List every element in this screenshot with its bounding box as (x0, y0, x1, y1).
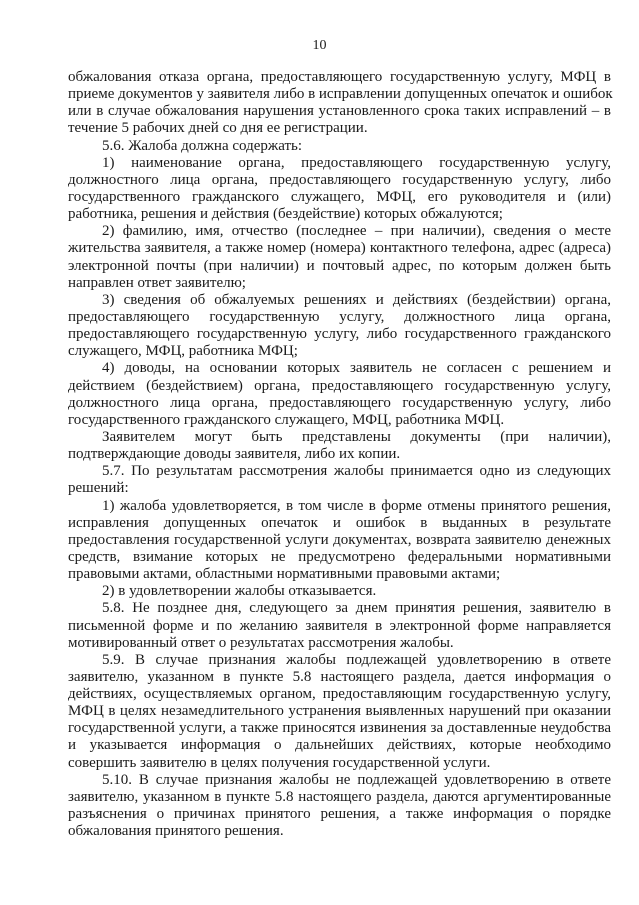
text-line: 5.10. В случае признания жалобы не подлежащей удовлетворению в ответе (102, 771, 611, 788)
text-line: 5.6. Жалоба должна содержать: (102, 137, 303, 154)
text-line: предоставляющего государственную услугу, либо государственного гражданского (68, 326, 611, 343)
text-line: обжалования принятого решения. (68, 823, 284, 840)
text-line: средств, взимание которых не предусмотрено федеральными нормативными (68, 548, 611, 565)
text-line: предоставления государственной услуги документах, возврата заявителю денежных (68, 531, 611, 548)
text-line: действием (бездействием) органа, предоставляющего государственную услугу, (68, 377, 611, 394)
text-line: правовыми актами, областными нормативными правовыми актами; (68, 566, 501, 583)
text-line: обжалования отказа органа, предоставляющего государственную услугу, МФЦ в (68, 69, 611, 85)
text-line: 1) наименование органа, предоставляющего государственную услугу, (102, 154, 611, 171)
text-line: должностного лица органа, предоставляющего государственную услугу, либо (68, 394, 611, 411)
text-line: письменной форме и по желанию заявителя в электронной форме направляется (68, 617, 611, 634)
page-number: 10 (312, 38, 327, 53)
text-line: работника, решения и действия (бездействие) которых обжалуются; (68, 206, 503, 223)
text-line: 4) доводы, на основании которых заявитель не согласен с решением и (102, 360, 611, 377)
text-line: служащего, МФЦ, работника МФЦ; (68, 343, 298, 360)
text-line: или в случае обжалования нарушения установленного срока таких исправлений – в (68, 103, 611, 120)
text-line: решений: (68, 480, 129, 497)
text-line: Заявителем могут быть представлены документы (при наличии), (102, 428, 611, 445)
text-line: разъяснения о причинах принятого решения, а также информация о порядке (68, 806, 611, 823)
text-line: исправления допущенных опечаток и ошибок в выданных в результате (68, 514, 611, 531)
text-line: государственного гражданского служащего, МФЦ, работника МФЦ. (68, 411, 505, 428)
text-line: 5.8. Не позднее дня, следующего за днем принятия решения, заявителю в (102, 600, 611, 617)
text-line: подтверждающие доводы заявителя, либо их копии. (68, 446, 401, 463)
text-line: жительства заявителя, а также номер (номера) контактного телефона, адрес (адреса) (68, 240, 611, 257)
text-line: 2) фамилию, имя, отчество (последнее – при наличии), сведения о месте (102, 223, 611, 240)
text-line: совершить заявителю в целях получения государственной услуги. (68, 754, 491, 771)
text-line: должностного лица органа, предоставляющего государственную услугу, либо (68, 171, 611, 188)
text-line: государственной услуги, а также приносятся извинения за доставленные неудобства (68, 720, 611, 737)
text-line: приеме документов у заявителя либо в исправлении допущенных опечаток и ошибок (68, 86, 613, 103)
text-line: 5.9. В случае признания жалобы подлежащей удовлетворению в ответе (102, 651, 611, 668)
text-line: 5.7. По результатам рассмотрения жалобы принимается одно из следующих (102, 463, 611, 480)
text-line: 2) в удовлетворении жалобы отказывается. (102, 583, 377, 600)
text-line: предоставляющего государственную услугу, должностного лица органа, (68, 308, 611, 325)
text-line: 1) жалоба удовлетворяется, в том числе в форме отмены принятого решения, (102, 497, 611, 514)
text-line: государственного гражданского служащего, МФЦ, его руководителя и (или) (68, 188, 611, 205)
text-line: действиях, осуществляемых органом, предоставляющим государственную услугу, (68, 686, 611, 703)
text-line: МФЦ в целях незамедлительного устранения выявленных нарушений при оказании (68, 703, 611, 720)
document-body (68, 69, 611, 840)
text-line: течение 5 рабочих дней со дня ее регистрации. (68, 120, 368, 137)
text-line: направлен ответ заявителю; (68, 274, 246, 291)
text-line: заявителю, указанном в пункте 5.8 настоящего раздела, дается информация о (68, 668, 611, 685)
text-line: и указывается информация о дальнейших действиях, которые необходимо (68, 737, 611, 754)
text-line: заявителю, указанном в пункте 5.8 настоящего раздела, даются аргументированные (68, 788, 611, 805)
text-line: электронной почты (при наличии) и почтовый адрес, по которым должен быть (68, 257, 611, 274)
text-line: мотивированный ответ о результатах рассмотрения жалобы. (68, 634, 454, 651)
text-line: 3) сведения об обжалуемых решениях и действиях (бездействии) органа, (102, 291, 611, 308)
